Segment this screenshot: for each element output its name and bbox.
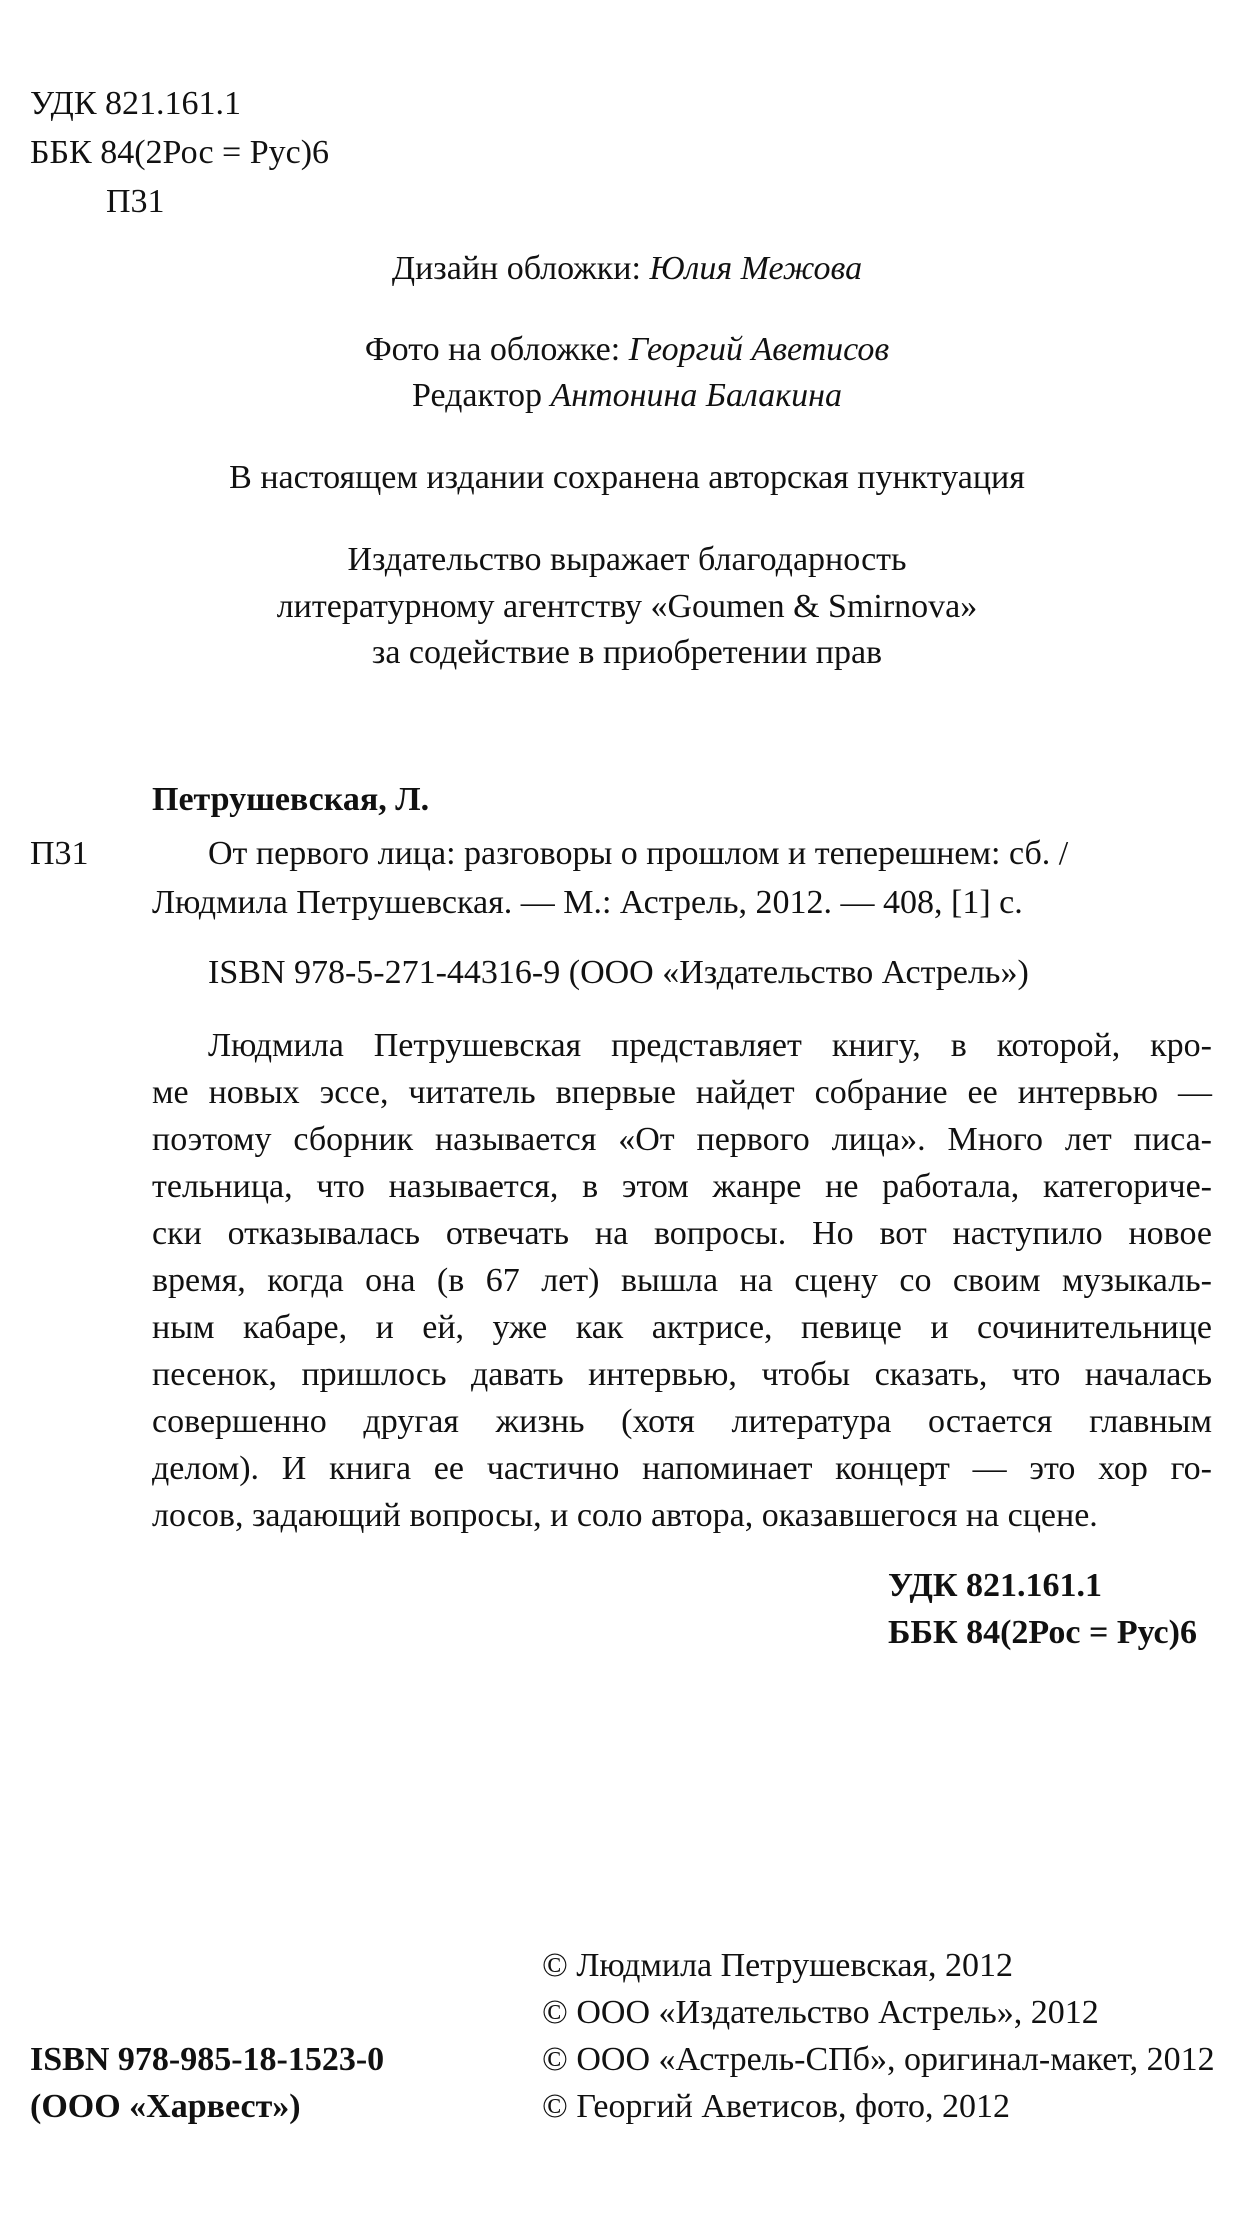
bbk-top: ББК 84(2Рос = Рус)6 — [30, 134, 330, 171]
annotation-line: совершенно другая жизнь (хотя литература остается главным — [152, 1403, 1212, 1440]
acknowledgement-line: литературному агентству «Goumen & Smirnova» — [276, 588, 978, 625]
catalog-isbn: ISBN 978-5-271-44316-9 (ООО «Издательство Астрель») — [208, 954, 1029, 991]
catalog-title-line: Людмила Петрушевская. — М.: Астрель, 2012. — 408, [1] с. — [152, 884, 1023, 921]
cover-design-credit — [0, 249, 1254, 290]
udk-card: УДК 821.161.1 — [888, 1567, 1103, 1604]
annotation-line: ски отказывалась отвечать на вопросы. Но вот наступило новое — [152, 1215, 1212, 1252]
editor-name: Антонина Балакина — [550, 377, 842, 414]
bbk-card: ББК 84(2Рос = Рус)6 — [888, 1614, 1197, 1651]
annotation-line: Людмила Петрушевская представляет книгу, в которой, кро- — [208, 1027, 1212, 1064]
annotation-line: лосов, задающий вопросы, и соло автора, оказавшегося на сцене. — [152, 1497, 1098, 1534]
cover-photo-credit — [0, 330, 1254, 371]
udk-top: УДК 821.161.1 — [30, 85, 242, 122]
cover-design-name: Юлия Межова — [649, 250, 863, 287]
editor-credit — [0, 376, 1254, 417]
annotation-line: тельница, что называется, в этом жанре не работала, категориче- — [152, 1168, 1212, 1205]
copyright-line: © Георгий Аветисов, фото, 2012 — [542, 2088, 1011, 2125]
catalog-sign: П31 — [30, 835, 89, 872]
copyright-line: © ООО «Издательство Астрель», 2012 — [542, 1994, 1099, 2031]
cover-design-label: Дизайн обложки: — [391, 250, 650, 287]
annotation-line: поэтому сборник называется «От первого лица». Много лет писа- — [152, 1121, 1212, 1158]
author-sign-top: П31 — [106, 183, 165, 220]
editor-label: Редактор — [412, 377, 551, 414]
catalog-title-line: От первого лица: разговоры о прошлом и теперешнем: сб. / — [208, 835, 1069, 872]
acknowledgement-line: за содействие в приобретении прав — [371, 634, 883, 671]
annotation-line: время, когда она (в 67 лет) вышла на сцену со своим музыкаль- — [152, 1262, 1212, 1299]
copyright-line: © ООО «Астрель-СПб», оригинал-макет, 2012 — [542, 2041, 1215, 2078]
annotation-line: песенок, пришлось давать интервью, чтобы сказать, что началась — [152, 1356, 1212, 1393]
cover-photo-label: Фото на обложке: — [364, 331, 629, 368]
copyright-line: © Людмила Петрушевская, 2012 — [542, 1947, 1014, 1984]
annotation-line: ме новых эссе, читатель впервые найдет собрание ее интервью — — [152, 1074, 1212, 1111]
isbn-harvest-publisher: (ООО «Харвест») — [30, 2088, 301, 2125]
annotation-line: ным кабаре, и ей, уже как актрисе, певице и сочинительнице — [152, 1309, 1212, 1346]
punctuation-note: В настоящем издании сохранена авторская пунктуация — [229, 459, 1025, 496]
cover-photo-name: Георгий Аветисов — [628, 331, 890, 368]
isbn-harvest: ISBN 978-985-18-1523-0 — [30, 2041, 385, 2078]
annotation-line: делом). И книга ее частично напоминает концерт — это хор го- — [152, 1450, 1212, 1487]
acknowledgement-line: Издательство выражает благодарность — [347, 541, 907, 578]
catalog-author-heading: Петрушевская, Л. — [152, 781, 430, 818]
